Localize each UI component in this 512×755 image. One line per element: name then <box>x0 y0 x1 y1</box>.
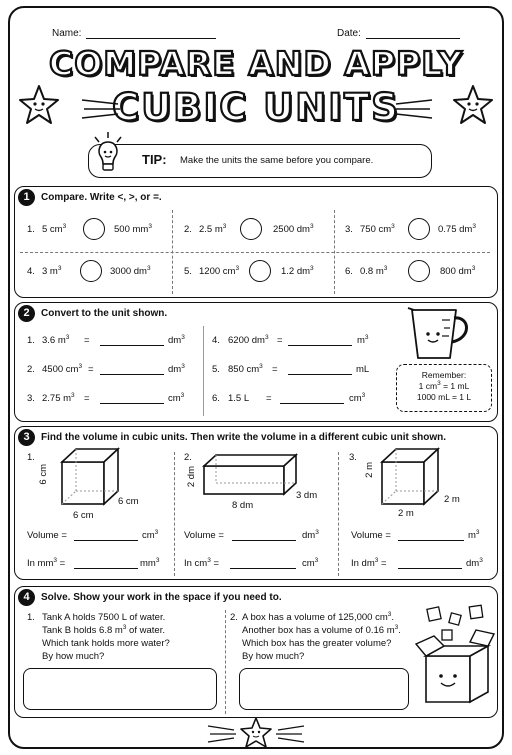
compare-right-value: 0.75 $dm^3$ <box>438 223 476 235</box>
compare-left-value: 5 $cm^3$ <box>42 223 67 235</box>
volume-unit: $dm^3$ <box>302 529 319 541</box>
equals-sign: = <box>88 364 94 375</box>
section-title: Convert to the unit shown. <box>41 308 168 319</box>
remember-line2: 1000 mL = 1 L <box>416 392 472 402</box>
answer-blank[interactable] <box>74 540 138 541</box>
problem-text: A box has a volume of 125,000 $cm^3$. <box>242 611 395 623</box>
date-field[interactable] <box>366 38 460 39</box>
depth-label: 3 dm <box>296 490 318 501</box>
problem-number: 4. <box>212 335 220 346</box>
problem-number: 5. <box>184 266 192 277</box>
problem-number: 5. <box>212 364 220 375</box>
width-label: 2 m <box>398 508 414 519</box>
prism-figure <box>200 452 304 498</box>
box-of-cubes-icon <box>414 604 496 708</box>
problem-number: 2. <box>184 452 192 463</box>
given-value: 850 $cm^3$ <box>228 363 263 375</box>
given-value: 1.5 L <box>228 393 250 404</box>
divider <box>174 452 175 576</box>
target-unit: mL <box>356 364 370 375</box>
section-title: Compare. Write <, >, or =. <box>41 192 162 203</box>
equals-sign: = <box>84 393 90 404</box>
remember-line1: 1 $cm^3 = 1$ mL <box>418 380 470 391</box>
answer-blank[interactable] <box>100 374 164 375</box>
answer-circle[interactable] <box>408 260 430 282</box>
convert-unit: $dm^3$ <box>466 557 483 569</box>
divider <box>203 326 204 416</box>
answer-circle[interactable] <box>240 218 262 240</box>
tip-text: Make the units the same before you compare. <box>180 155 374 166</box>
name-field[interactable] <box>86 38 216 39</box>
answer-blank[interactable] <box>232 540 296 541</box>
divider <box>225 610 226 714</box>
convert-unit: $cm^3$ <box>302 557 319 569</box>
compare-right-value: 1.2 $dm^3$ <box>281 265 314 277</box>
depth-label: 6 cm <box>118 496 139 507</box>
problem-number: 6. <box>345 266 353 277</box>
answer-blank[interactable] <box>398 540 464 541</box>
convert-label: In $cm^3$ = <box>184 557 220 569</box>
equals-sign: = <box>84 335 90 346</box>
volume-label: Volume = <box>351 530 391 541</box>
tip-label: TIP: <box>142 152 167 167</box>
depth-label: 2 m <box>444 494 460 505</box>
target-unit: $m^3$ <box>357 334 369 346</box>
convert-label: In $dm^3$ = <box>351 557 387 569</box>
problem-text: Which tank holds more water? <box>42 638 170 649</box>
height-label: 6 cm <box>38 464 49 485</box>
answer-circle[interactable] <box>249 260 271 282</box>
given-value: 6200 $dm^3$ <box>228 334 269 346</box>
section-number: 4 <box>18 589 35 606</box>
convert-unit: $mm^3$ <box>140 557 160 569</box>
given-value: 3.6 $m^3$ <box>42 334 70 346</box>
answer-blank[interactable] <box>288 374 352 375</box>
width-label: 8 dm <box>232 500 254 511</box>
height-label: 2 m <box>364 462 375 478</box>
equals-sign: = <box>277 335 283 346</box>
section-title: Solve. Show your work in the space if you need to. <box>41 592 282 603</box>
compare-right-value: 3000 $dm^3$ <box>110 265 151 277</box>
star-icon <box>18 84 60 126</box>
problem-text: Another box has a volume of 0.16 $m^3$. <box>242 624 401 636</box>
compare-right-value: 500 $mm^3$ <box>114 223 152 235</box>
answer-blank[interactable] <box>280 403 344 404</box>
remember-title: Remember: <box>421 370 467 380</box>
problem-number: 6. <box>212 393 220 404</box>
given-value: 4500 $cm^3$ <box>42 363 83 375</box>
problem-number: 2. <box>184 224 192 235</box>
work-box[interactable] <box>23 668 217 710</box>
problem-text: By how much? <box>42 651 105 662</box>
page-title-line2: CUBIC UNITS <box>112 86 400 129</box>
volume-label: Volume = <box>27 530 67 541</box>
lightbulb-icon <box>90 130 126 176</box>
answer-blank[interactable] <box>100 403 164 404</box>
equals-sign: = <box>266 393 272 404</box>
cube-figure <box>378 446 444 508</box>
star-icon <box>452 84 494 126</box>
answer-circle[interactable] <box>408 218 430 240</box>
problem-text: Tank B holds 6.8 $m^3$ of water. <box>42 624 165 636</box>
section-number: 3 <box>18 429 35 446</box>
problem-number: 1. <box>27 335 35 346</box>
problem-number: 3. <box>27 393 35 404</box>
remember-box <box>396 364 492 412</box>
divider <box>20 252 490 253</box>
compare-right-value: 2500 $dm^3$ <box>273 223 314 235</box>
problem-number: 4. <box>27 266 35 277</box>
measuring-cup-icon <box>406 304 478 362</box>
decorative-dashes-icon <box>392 96 436 122</box>
problem-number: 2. <box>27 364 35 375</box>
problem-text: Tank A holds 7500 L of water. <box>42 612 166 623</box>
compare-left-value: 1200 $cm^3$ <box>199 265 240 277</box>
width-label: 6 cm <box>73 510 94 521</box>
date-label: Date: <box>337 28 361 39</box>
compare-left-value: 750 $cm^3$ <box>360 223 395 235</box>
equals-sign: = <box>272 364 278 375</box>
target-unit: $dm^3$ <box>168 363 185 375</box>
height-label: 2 dm <box>186 466 197 488</box>
work-box[interactable] <box>239 668 409 710</box>
compare-left-value: 3 $m^3$ <box>42 265 62 277</box>
target-unit: $cm^3$ <box>349 392 366 404</box>
section-number: 2 <box>18 305 35 322</box>
answer-blank[interactable] <box>230 568 296 569</box>
problem-number: 3. <box>345 224 353 235</box>
problem-number: 1. <box>27 224 35 235</box>
volume-unit: $m^3$ <box>468 529 480 541</box>
compare-right-value: 800 $dm^3$ <box>440 265 476 277</box>
problem-number: 1. <box>27 612 35 623</box>
answer-circle[interactable] <box>80 260 102 282</box>
convert-label: In $mm^3$ = <box>27 557 66 569</box>
problem-text: By how much? <box>242 651 305 662</box>
answer-circle[interactable] <box>83 218 105 240</box>
given-value: 2.75 $m^3$ <box>42 392 75 404</box>
star-icon <box>204 716 308 752</box>
target-unit: $dm^3$ <box>168 334 185 346</box>
section-title: Find the volume in cubic units. Then write the volume in a different cubic unit shown. <box>41 432 447 443</box>
problem-number: 3. <box>349 452 357 463</box>
section-number: 1 <box>18 189 35 206</box>
decorative-dashes-icon <box>78 96 122 122</box>
compare-left-value: 0.8 $m^3$ <box>360 265 388 277</box>
compare-left-value: 2.5 $m^3$ <box>199 223 227 235</box>
problem-number: 1. <box>27 452 35 463</box>
target-unit: $cm^3$ <box>168 392 185 404</box>
page-title-line1: COMPARE AND APPLY <box>49 44 463 83</box>
answer-blank[interactable] <box>100 345 164 346</box>
name-label: Name: <box>52 28 82 39</box>
problem-text: Which box has the greater volume? <box>242 638 392 649</box>
problem-number: 2. <box>230 612 238 623</box>
answer-blank[interactable] <box>398 568 462 569</box>
volume-unit: $cm^3$ <box>142 529 159 541</box>
answer-blank[interactable] <box>288 345 352 346</box>
cube-figure <box>58 446 124 508</box>
answer-blank[interactable] <box>74 568 138 569</box>
volume-label: Volume = <box>184 530 224 541</box>
divider <box>338 452 339 576</box>
